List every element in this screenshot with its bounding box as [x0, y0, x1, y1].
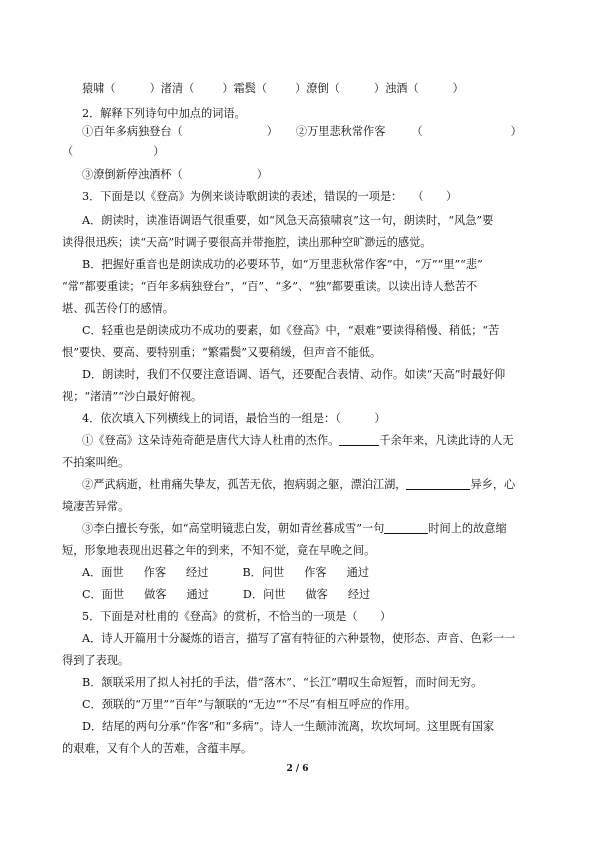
fill-blank [384, 522, 428, 534]
q4-sentence-1-wrap: 不拍案叫绝。 [62, 456, 130, 469]
page-number: 2 / 6 [286, 764, 309, 774]
q3-prompt: 3．下面是以《登高》为例来谈诗歌朗读的表述，错误的一项是： （ ） [82, 190, 458, 203]
q4-options-row-1: A．面世 作客 经过 B．问世 作客 通过 [82, 566, 370, 579]
q4-options-row-2: C．面世 做客 通过 D．问世 做客 经过 [82, 588, 371, 601]
q3-line: 堪、孤苦伶仃的感情。 [62, 302, 174, 315]
q2-wrap: （ ） [62, 145, 165, 158]
q3-line: “常”都要重读；“百年多病独登台”，“百”、“多”、“独”都要重读。以读出诗人愁苦不 [62, 280, 478, 293]
q1-item: ）浊酒（ [373, 82, 419, 95]
q4-sentence-2: ②严武病逝，杜甫痛失挚友，孤苦无依，抱病弱之躯，漂泊江湖， 异乡，心 [82, 478, 516, 491]
q5-line: 得到了表现。 [62, 654, 130, 667]
q2-line-c: ③潦倒新停浊酒杯（ ） [82, 168, 268, 181]
q1-item: ）霜鬓（ [222, 82, 268, 95]
q3-line: A．朗读时，读准语调语气很重要，如“风急天高猿啸哀”这一句，朗读时，“风急”要 [82, 214, 494, 227]
q5-line: C．颈联的“万里”“百年”与颔联的“无边”“不尽”有相互呼应的作用。 [82, 698, 417, 711]
q3-line: 视；“渚清”“沙白最好俯视。 [62, 390, 203, 403]
q5-prompt: 5．下面是对杜甫的《登高》的赏析，不恰当的一项是（ ） [82, 610, 392, 623]
q5-line: A．诗人开篇用十分凝炼的语言，描写了富有特征的六种景物，使形态、声音、色彩一一 [82, 632, 516, 645]
q1-vocab-line [82, 82, 464, 96]
q1-item: ）渚清（ [149, 82, 195, 95]
q2-prompt: 2．解释下列诗句中加点的词语。 [82, 107, 246, 120]
q4-prompt: 4．依次填入下列横线上的词语，最恰当的一组是：（ ） [82, 412, 386, 425]
q4-sentence-1: ①《登高》这朵诗苑奇葩是唐代大诗人杜甫的杰作。 千余年来，凡读此诗的人无 [82, 434, 514, 447]
q5-line: 的艰难，又有个人的苦难，含蕴丰厚。 [62, 742, 253, 755]
q3-line: 读得很迅疾；读“天高”时调子要很高并带拖腔，读出那种空旷渺远的感觉。 [62, 236, 432, 249]
fill-blank [406, 478, 470, 490]
q3-line: C．轻重也是朗读成功不成功的要素，如《登高》中，“艰难”要读得稍慢、稍低；“苦 [82, 324, 500, 337]
q5-line: B．颔联采用了拟人衬托的手法，借“落木”、“长江”喟叹生命短暂，而时间无穷。 [82, 676, 483, 689]
q5-line: D．结尾的两句分承“作客”和“多病”。诗人一生颠沛流离，坎坎坷坷。这里既有国家 [82, 720, 495, 733]
q4-sentence-2-wrap: 境凄苦异常。 [62, 500, 130, 513]
q3-line: 恨”要快、要高、要特别重；“繁霜鬓”又要稍缓，但声音不能低。 [62, 346, 382, 359]
q1-item: ） [452, 82, 464, 95]
q1-item: ）潦倒（ [295, 82, 340, 95]
q3-line: D．朗读时，我们不仅要注意语调、语气，还要配合表情、动作。如读“天高”时最好仰 [82, 368, 506, 381]
q1-item: 猿啸（ [82, 82, 116, 95]
fill-blank [339, 434, 379, 446]
q4-sentence-3: ③李白擅长夸张，如“高堂明镜悲白发，朝如青丝暮成雪”一句 时间上的故意缩 [82, 522, 507, 535]
q3-line: B．把握好重音也是朗读成功的必要环节，如“万里悲秋常作客”中，“万”“里”“悲” [82, 258, 483, 271]
q4-sentence-3-wrap: 短，形象地表现出迟暮之年的到来，不知不觉，竟在早晚之间。 [62, 544, 376, 557]
q2-line-a-b: ①百年多病独登台（ ） ②万里悲秋常作客 （ ） [82, 125, 522, 138]
